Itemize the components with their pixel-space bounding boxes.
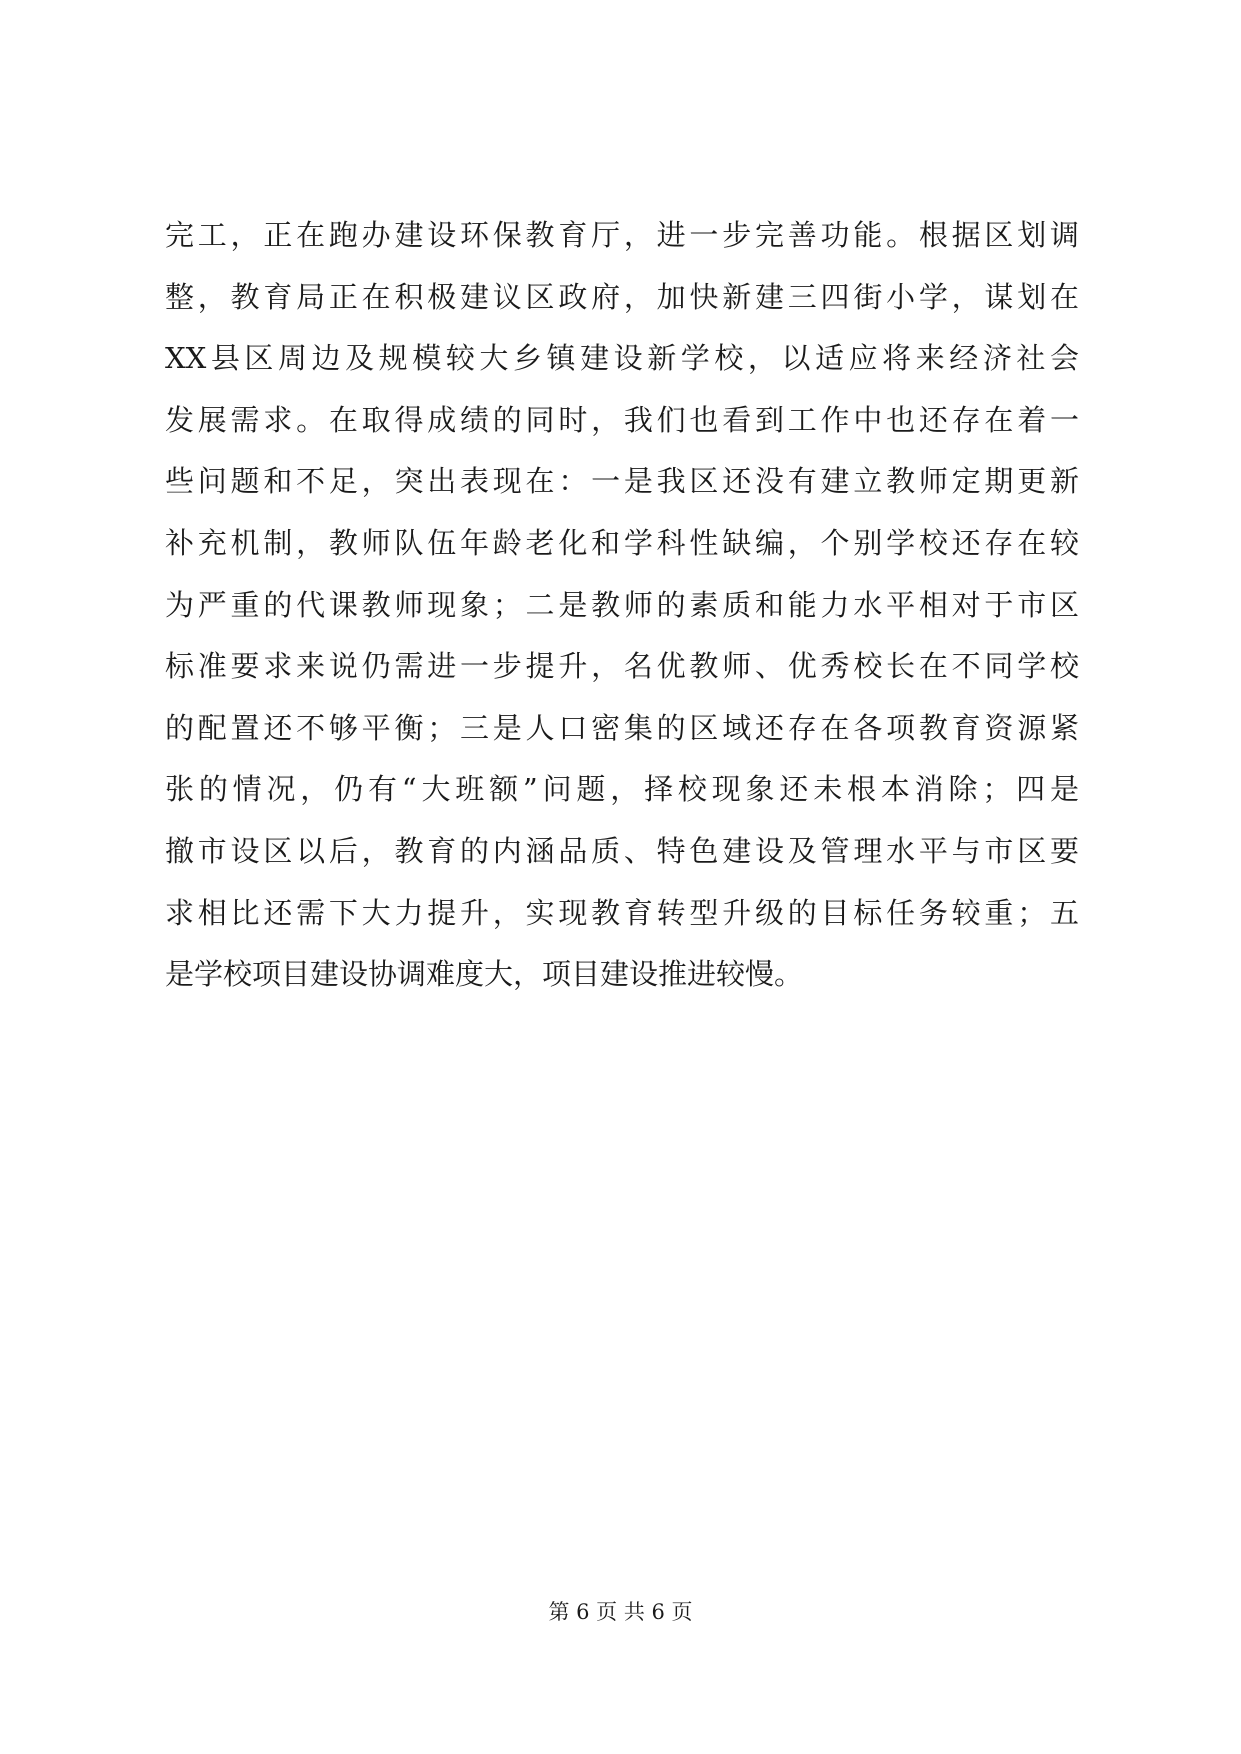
text-line: 的配置还不够平衡；三是人口密集的区域还存在各项教育资源紧 — [165, 710, 1079, 745]
text-line: 些问题和不足，突出表现在：一是我区还没有建立教师定期更新 — [165, 464, 1079, 499]
text-line: 求相比还需下大力提升，实现教育转型升级的目标任务较重；五 — [165, 895, 1079, 930]
text-line: 整，教育局正在积极建议区政府，加快新建三四街小学，谋划在 — [165, 279, 1079, 314]
text-line: 发展需求。在取得成绩的同时，我们也看到工作中也还存在着一 — [165, 402, 1079, 437]
text-line: XX县区周边及规模较大乡镇建设新学校，以适应将来经济社会 — [165, 341, 1079, 376]
text-line: 为严重的代课教师现象；二是教师的素质和能力水平相对于市区 — [165, 587, 1079, 622]
text-line: 标准要求来说仍需进一步提升，名优教师、优秀校长在不同学校 — [165, 649, 1079, 684]
text-line: 完工，正在跑办建设环保教育厅，进一步完善功能。根据区划调 — [165, 218, 1079, 252]
text-line: 是学校项目建设协调难度大，项目建设推进较慢。 — [165, 957, 804, 992]
text-line: 撤市设区以后，教育的内涵品质、特色建设及管理水平与市区要 — [165, 833, 1079, 868]
body-paragraph — [165, 205, 1079, 1006]
text-line: 补充机制，教师队伍年龄老化和学科性缺编，个别学校还存在较 — [165, 525, 1079, 560]
text-line: 张的情况，仍有“大班额”问题，择校现象还未根本消除；四是 — [165, 772, 1079, 807]
page-number-footer: 第 6 页 共 6 页 — [548, 1600, 693, 1624]
